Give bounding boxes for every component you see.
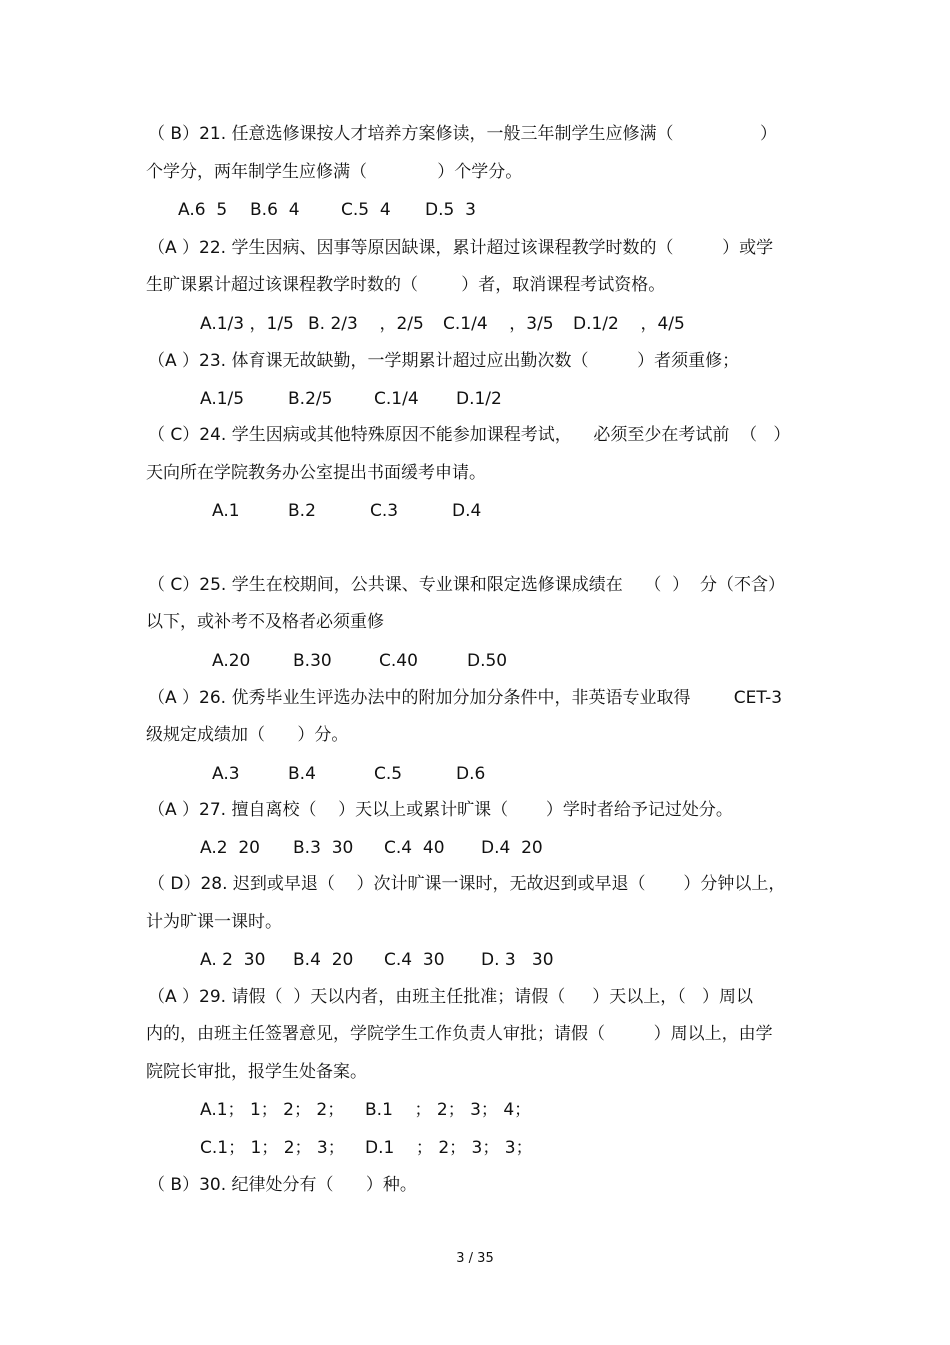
page-number: 3 / 35 <box>456 1251 494 1266</box>
q25-line-1: （ C）25. 学生在校期间，公共课、专业课和限定选修课成绩在 （ ） 分（不含） <box>148 575 785 595</box>
q23-option-a: A.1/5 <box>200 389 245 409</box>
q22-option-d: D.1/2 ，4/5 <box>573 314 685 334</box>
q22-line-1: （A ）22. 学生因病、因事等原因缺课，累计超过该课程教学时数的（ ）或学 <box>148 238 774 258</box>
q30-line-1: （ B）30. 纪律处分有（ ）种。 <box>148 1175 417 1195</box>
q24-line-1: （ C）24. 学生因病或其他特殊原因不能参加课程考试， 必须至少在考试前 （ ） <box>148 425 791 445</box>
q28-option-c: C.4 30 <box>384 950 445 970</box>
q27-option-d: D.4 20 <box>481 838 543 858</box>
q23-option-c: C.1/4 <box>374 389 419 409</box>
q24-option-c: C.3 <box>370 501 399 521</box>
q29-line-3: 院院长审批，报学生处备案。 <box>146 1062 367 1082</box>
q26-option-b: B.4 <box>288 764 316 784</box>
q27-option-b: B.3 30 <box>293 838 354 858</box>
q21-option-c: C.5 4 <box>341 200 391 220</box>
q29-option-a: A.1； 1； 2； 2； <box>200 1100 345 1120</box>
q28-option-d: D. 3 30 <box>481 950 554 970</box>
q21-option-d: D.5 3 <box>425 200 476 220</box>
q28-line-2: 计为旷课一课时。 <box>146 912 282 932</box>
q29-option-c: C.1； 1； 2； 3； <box>200 1138 345 1158</box>
q22-option-a: A.1/3 ，1/5 <box>200 314 294 334</box>
q29-option-d: D.1 ； 2； 3； 3； <box>365 1138 533 1158</box>
q21-option-a: A.6 5 <box>178 200 228 220</box>
q22-option-c: C.1/4 ，3/5 <box>443 314 554 334</box>
q26-option-c: C.5 <box>374 764 403 784</box>
q21-line-1: （ B）21. 任意选修课按人才培养方案修读，一般三年制学生应修满（ ） <box>148 124 777 144</box>
q24-line-2: 天向所在学院教务办公室提出书面缓考申请。 <box>146 463 486 483</box>
q28-option-b: B.4 20 <box>293 950 354 970</box>
q26-option-d: D.6 <box>456 764 486 784</box>
q29-option-b: B.1 ； 2； 3； 4； <box>365 1100 532 1120</box>
q22-option-b: B. 2/3 ，2/5 <box>308 314 424 334</box>
q29-line-2: 内的，由班主任签署意见，学院学生工作负责人审批；请假（ ）周以上，由学 <box>146 1024 773 1044</box>
q28-line-1: （ D）28. 迟到或早退（ ）次计旷课一课时，无故迟到或早退（ ）分钟以上， <box>148 874 786 894</box>
q21-line-2: 个学分，两年制学生应修满（ ）个学分。 <box>146 162 523 182</box>
q27-line-1: （A ）27. 擅自离校（ ）天以上或累计旷课（ ）学时者给予记过处分。 <box>148 800 733 820</box>
q26-option-a: A.3 <box>212 764 240 784</box>
q26-line-2: 级规定成绩加（ ）分。 <box>146 725 349 745</box>
q25-option-a: A.20 <box>212 651 251 671</box>
q25-option-b: B.30 <box>293 651 332 671</box>
q22-line-2: 生旷课累计超过该课程教学时数的（ ）者，取消课程考试资格。 <box>146 275 666 295</box>
q29-line-1: （A ）29. 请假（ ）天以内者，由班主任批准；请假（ ）天以上，（ ）周以 <box>148 987 754 1007</box>
q25-option-d: D.50 <box>467 651 508 671</box>
q24-option-d: D.4 <box>452 501 482 521</box>
q25-line-2: 以下，或补考不及格者必须重修 <box>146 612 384 632</box>
q25-option-c: C.40 <box>379 651 418 671</box>
q24-option-a: A.1 <box>212 501 240 521</box>
q27-option-a: A.2 20 <box>200 838 260 858</box>
q24-option-b: B.2 <box>288 501 316 521</box>
q23-line-1: （A ）23. 体育课无故缺勤，一学期累计超过应出勤次数（ ）者须重修； <box>148 351 740 371</box>
q27-option-c: C.4 40 <box>384 838 445 858</box>
q26-line-1: （A ）26. 优秀毕业生评选办法中的附加分加分条件中，非英语专业取得 CET-3 <box>148 688 783 708</box>
q21-option-b: B.6 4 <box>250 200 300 220</box>
q23-option-b: B.2/5 <box>288 389 333 409</box>
q23-option-d: D.1/2 <box>456 389 502 409</box>
q28-option-a: A. 2 30 <box>200 950 266 970</box>
